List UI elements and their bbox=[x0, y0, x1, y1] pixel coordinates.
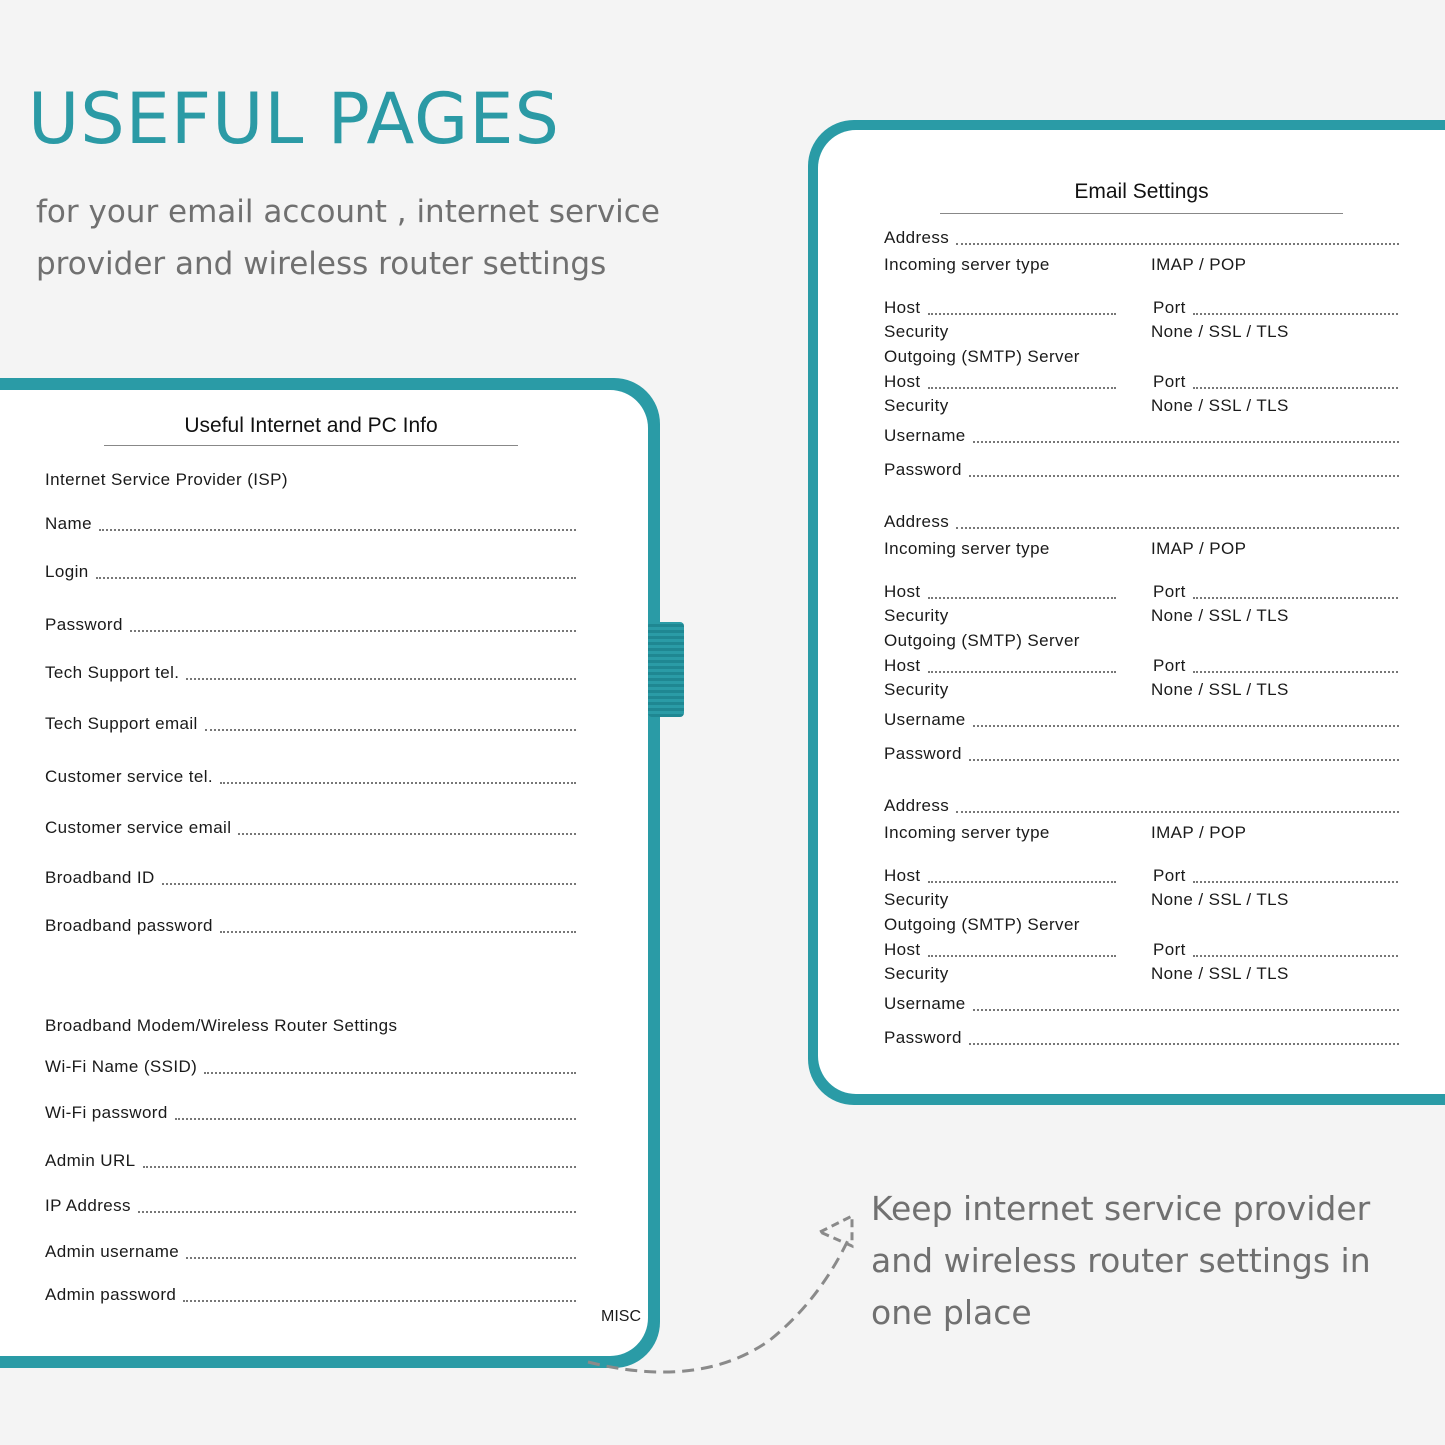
heading: USEFUL PAGES bbox=[28, 78, 560, 160]
right-page-title: Email Settings bbox=[1074, 180, 1209, 203]
field-label: Username bbox=[884, 994, 966, 1013]
field-label: Admin username bbox=[45, 1242, 180, 1261]
field-label: Name bbox=[45, 514, 92, 533]
field-label: Tech Support email bbox=[45, 714, 198, 733]
field-label: Port bbox=[1153, 372, 1186, 391]
subtitle-line: for your email account , internet service bbox=[36, 194, 660, 230]
field-label: Tech Support tel. bbox=[45, 663, 180, 682]
option-text: IMAP / POP bbox=[1151, 823, 1247, 842]
field-label: Security bbox=[884, 606, 949, 625]
field-label: Host bbox=[884, 656, 921, 675]
field-label: Admin URL bbox=[45, 1151, 136, 1170]
field-label: Username bbox=[884, 426, 966, 445]
field-label: Address bbox=[884, 512, 950, 531]
field-label: Wi-Fi Name (SSID) bbox=[45, 1057, 198, 1076]
field-label: Security bbox=[884, 890, 949, 909]
option-text: IMAP / POP bbox=[1151, 255, 1247, 274]
field-label: Username bbox=[884, 710, 966, 729]
section-header: Broadband Modem/Wireless Router Settings bbox=[45, 1016, 398, 1035]
field-label: Address bbox=[884, 228, 950, 247]
field-label: Outgoing (SMTP) Server bbox=[884, 631, 1080, 650]
option-text: None / SSL / TLS bbox=[1151, 964, 1289, 983]
field-label: Security bbox=[884, 396, 949, 415]
field-label: Port bbox=[1153, 656, 1186, 675]
field-label: Port bbox=[1153, 298, 1186, 317]
field-label: Host bbox=[884, 298, 921, 317]
subtitle-line: provider and wireless router settings bbox=[36, 246, 607, 282]
field-label: Broadband password bbox=[45, 916, 213, 935]
field-label: Port bbox=[1153, 940, 1186, 959]
field-label: Customer service email bbox=[45, 818, 232, 837]
field-label: Incoming server type bbox=[884, 823, 1050, 842]
field-label: Login bbox=[45, 562, 89, 581]
field-label: Password bbox=[45, 615, 123, 634]
option-text: None / SSL / TLS bbox=[1151, 890, 1289, 909]
field-label: Security bbox=[884, 964, 949, 983]
field-label: Broadband ID bbox=[45, 868, 155, 887]
field-label: IP Address bbox=[45, 1196, 131, 1215]
field-label: Address bbox=[884, 796, 950, 815]
field-label: Port bbox=[1153, 866, 1186, 885]
field-label: Host bbox=[884, 940, 921, 959]
note-text: Keep internet service provider and wireless router settings in one place bbox=[871, 1189, 1371, 1332]
field-label: Outgoing (SMTP) Server bbox=[884, 915, 1080, 934]
field-label: Password bbox=[884, 744, 962, 763]
field-label: Security bbox=[884, 322, 949, 341]
field-label: Host bbox=[884, 372, 921, 391]
field-label: Customer service tel. bbox=[45, 767, 214, 786]
field-label: Password bbox=[884, 1028, 962, 1047]
misc-tab-label: MISC bbox=[601, 1308, 641, 1325]
field-label: Outgoing (SMTP) Server bbox=[884, 347, 1080, 366]
left-page-title: Useful Internet and PC Info bbox=[184, 414, 438, 437]
option-text: None / SSL / TLS bbox=[1151, 396, 1289, 415]
field-label: Host bbox=[884, 866, 921, 885]
field-label: Incoming server type bbox=[884, 255, 1050, 274]
option-text: None / SSL / TLS bbox=[1151, 680, 1289, 699]
option-text: IMAP / POP bbox=[1151, 539, 1247, 558]
field-label: Wi-Fi password bbox=[45, 1103, 168, 1122]
section-header: Internet Service Provider (ISP) bbox=[45, 470, 288, 489]
field-label: Admin password bbox=[45, 1285, 177, 1304]
field-label: Port bbox=[1153, 582, 1186, 601]
field-label: Password bbox=[884, 460, 962, 479]
option-text: None / SSL / TLS bbox=[1151, 606, 1289, 625]
option-text: None / SSL / TLS bbox=[1151, 322, 1289, 341]
field-label: Host bbox=[884, 582, 921, 601]
field-label: Security bbox=[884, 680, 949, 699]
field-label: Incoming server type bbox=[884, 539, 1050, 558]
